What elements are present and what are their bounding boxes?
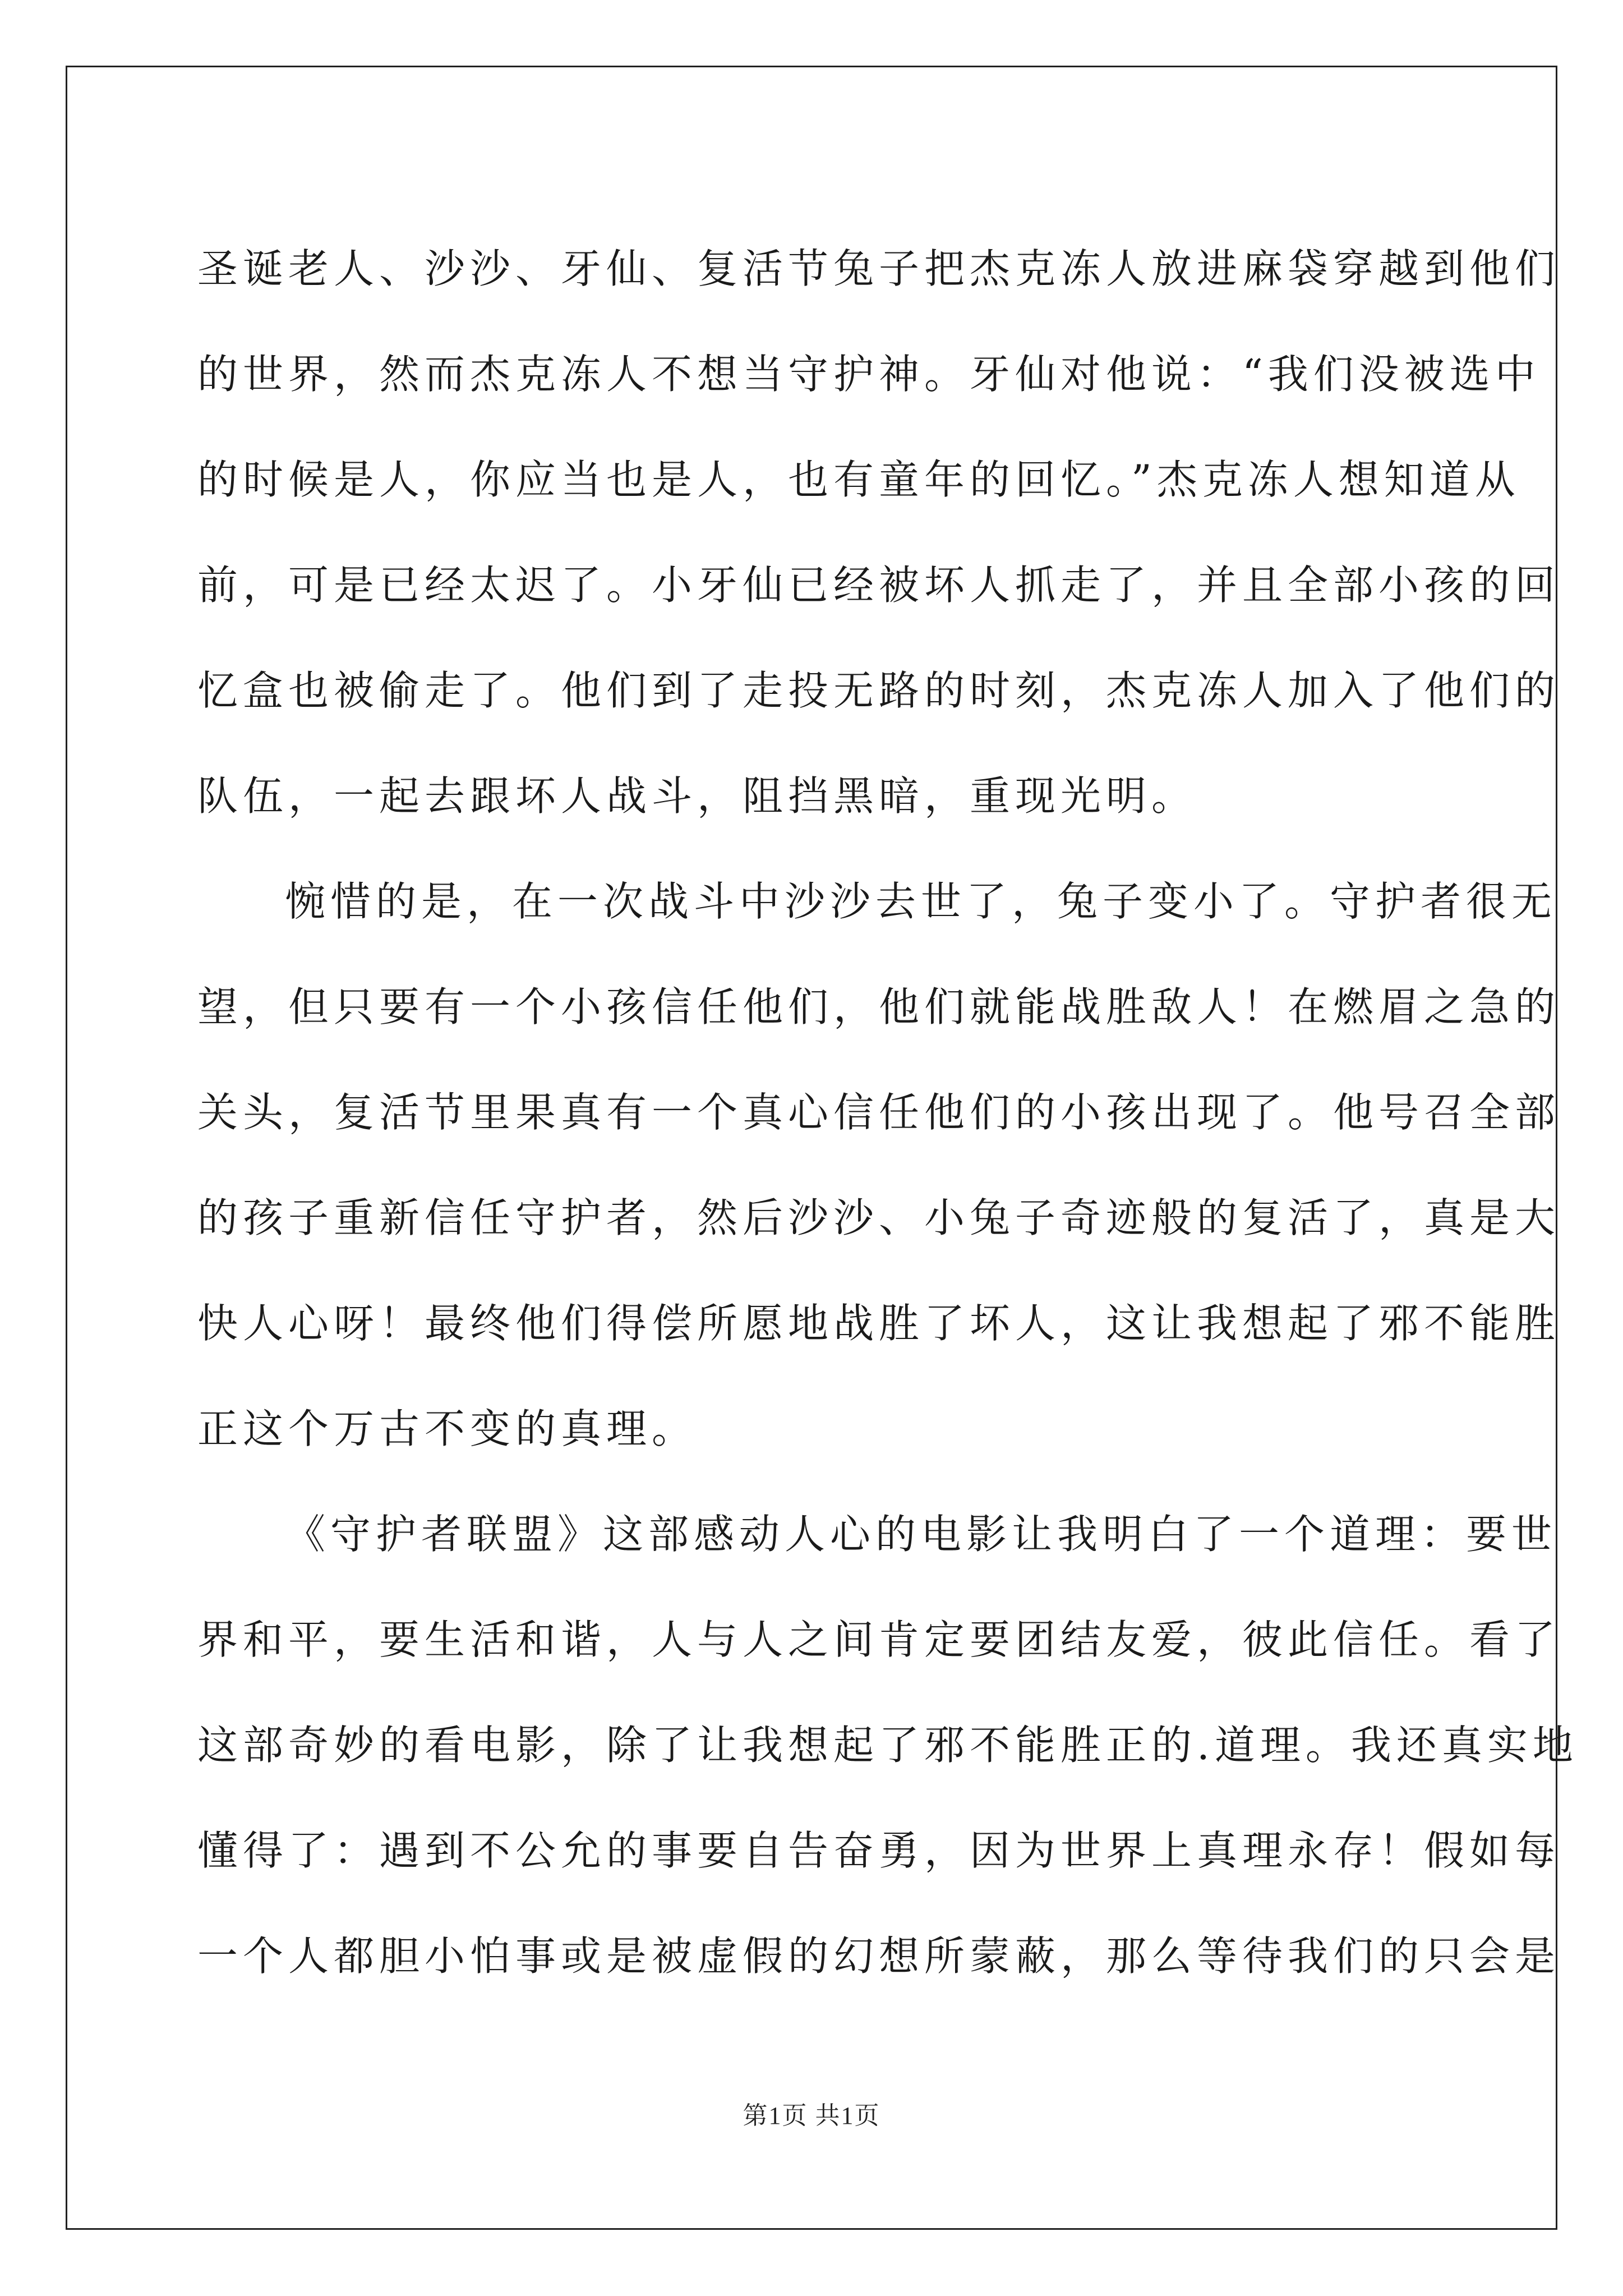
text-line: 正这个万古不变的真理。 [197, 1405, 698, 1452]
text-line: 望，但只要有一个小孩信任他们，他们就能战胜敌人！在燃眉之急的 [197, 983, 1561, 1030]
text-line: 界和平，要生活和谐，人与人之间肯定要团结友爱，彼此信任。看了 [197, 1616, 1561, 1663]
text-line: 圣诞老人、沙沙、牙仙、复活节兔子把杰克冻人放进麻袋穿越到他们 [197, 245, 1561, 292]
paragraph-first-line: 惋惜的是，在一次战斗中沙沙去世了，兔子变小了。守护者很无 [285, 878, 1557, 925]
text-line: 关头，复活节里果真有一个真心信任他们的小孩出现了。他号召全部 [197, 1089, 1561, 1136]
text-line: 这部奇妙的看电影，除了让我想起了邪不能胜正的.道理。我还真实地 [197, 1722, 1578, 1769]
text-line: 前，可是已经太迟了。小牙仙已经被坏人抓走了，并且全部小孩的回 [197, 562, 1561, 609]
text-line: 队伍，一起去跟坏人战斗，阻挡黑暗，重现光明。 [197, 772, 1197, 820]
text-line: 的孩子重新信任守护者，然后沙沙、小兔子奇迹般的复活了，真是大 [197, 1194, 1561, 1241]
text-line: 的世界，然而杰克冻人不想当守护神。牙仙对他说：“我们没被选中 [197, 351, 1541, 398]
text-line: 的时候是人，你应当也是人，也有童年的回忆。”杰克冻人想知道从 [197, 456, 1520, 503]
text-line: 一个人都胆小怕事或是被虚假的幻想所蒙蔽，那么等待我们的只会是 [197, 1932, 1561, 1980]
text-line: 懂得了：遇到不公允的事要自告奋勇，因为世界上真理永存！假如每 [197, 1827, 1561, 1874]
text-line: 快人心呀！最终他们得偿所愿地战胜了坏人，这让我想起了邪不能胜 [197, 1300, 1561, 1347]
page-number-footer: 第1页 共1页 [743, 2102, 880, 2129]
paragraph-first-line: 《守护者联盟》这部感动人心的电影让我明白了一个道理：要世 [285, 1511, 1557, 1558]
text-line: 忆盒也被偷走了。他们到了走投无路的时刻，杰克冻人加入了他们的 [197, 667, 1561, 714]
document-body [197, 216, 1578, 2009]
